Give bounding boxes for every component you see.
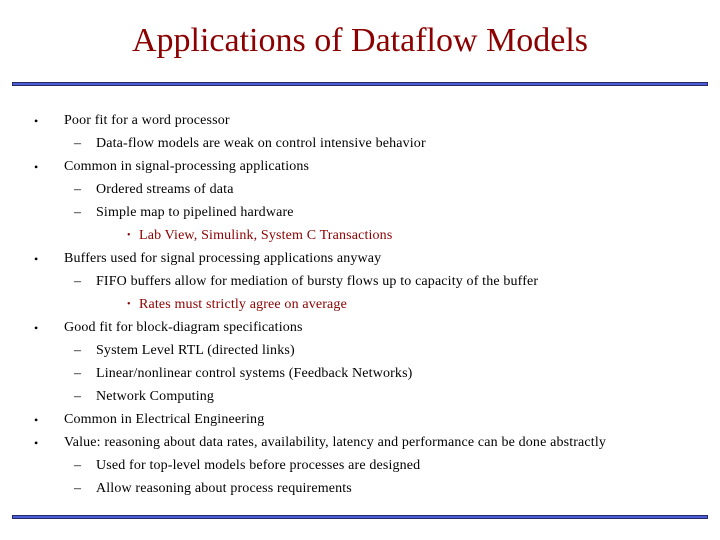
bullet-icon: • bbox=[34, 413, 39, 427]
sub-bullet-icon: • bbox=[127, 299, 131, 310]
sub-item: Data-flow models are weak on control intensive behavior bbox=[96, 136, 426, 151]
sub-item: Ordered streams of data bbox=[96, 182, 234, 197]
dash-icon: – bbox=[74, 182, 81, 197]
bullet-item: Common in Electrical Engineering bbox=[64, 412, 265, 427]
sub-item: System Level RTL (directed links) bbox=[96, 343, 295, 358]
dash-icon: – bbox=[74, 205, 81, 220]
bottom-divider bbox=[12, 515, 708, 519]
sub-sub-item: Lab View, Simulink, System C Transactions bbox=[139, 228, 393, 243]
bullet-item: Poor fit for a word processor bbox=[64, 113, 230, 128]
bullet-item: Common in signal-processing applications bbox=[64, 159, 310, 174]
bullet-item: Good fit for block-diagram specifications bbox=[64, 320, 303, 335]
sub-item: Network Computing bbox=[96, 389, 215, 404]
sub-bullet-icon: • bbox=[127, 230, 131, 241]
dash-icon: – bbox=[74, 481, 81, 496]
dash-icon: – bbox=[74, 389, 81, 404]
dash-icon: – bbox=[74, 274, 81, 289]
dash-icon: – bbox=[74, 458, 81, 473]
bullet-icon: • bbox=[34, 436, 39, 450]
sub-item: Simple map to pipelined hardware bbox=[96, 205, 294, 220]
sub-item: Linear/nonlinear control systems (Feedback Networks) bbox=[96, 366, 413, 381]
bullet-icon: • bbox=[34, 160, 39, 174]
sub-item: Used for top-level models before processes are designed bbox=[96, 458, 421, 473]
dash-icon: – bbox=[74, 343, 81, 358]
bullet-icon: • bbox=[34, 321, 39, 335]
dash-icon: – bbox=[74, 136, 81, 151]
sub-sub-item: Rates must strictly agree on average bbox=[139, 297, 347, 312]
bullet-icon: • bbox=[34, 114, 39, 128]
sub-item: Allow reasoning about process requirements bbox=[96, 481, 352, 496]
bullet-item: Buffers used for signal processing applications anyway bbox=[64, 251, 382, 266]
sub-item: FIFO buffers allow for mediation of bursty flows up to capacity of the buffer bbox=[96, 274, 539, 289]
slide-title: Applications of Dataflow Models bbox=[131, 22, 589, 59]
dash-icon: – bbox=[74, 366, 81, 381]
bullet-item: Value: reasoning about data rates, availability, latency and performance can be done abstractly bbox=[64, 435, 607, 450]
bullet-icon: • bbox=[34, 252, 39, 266]
